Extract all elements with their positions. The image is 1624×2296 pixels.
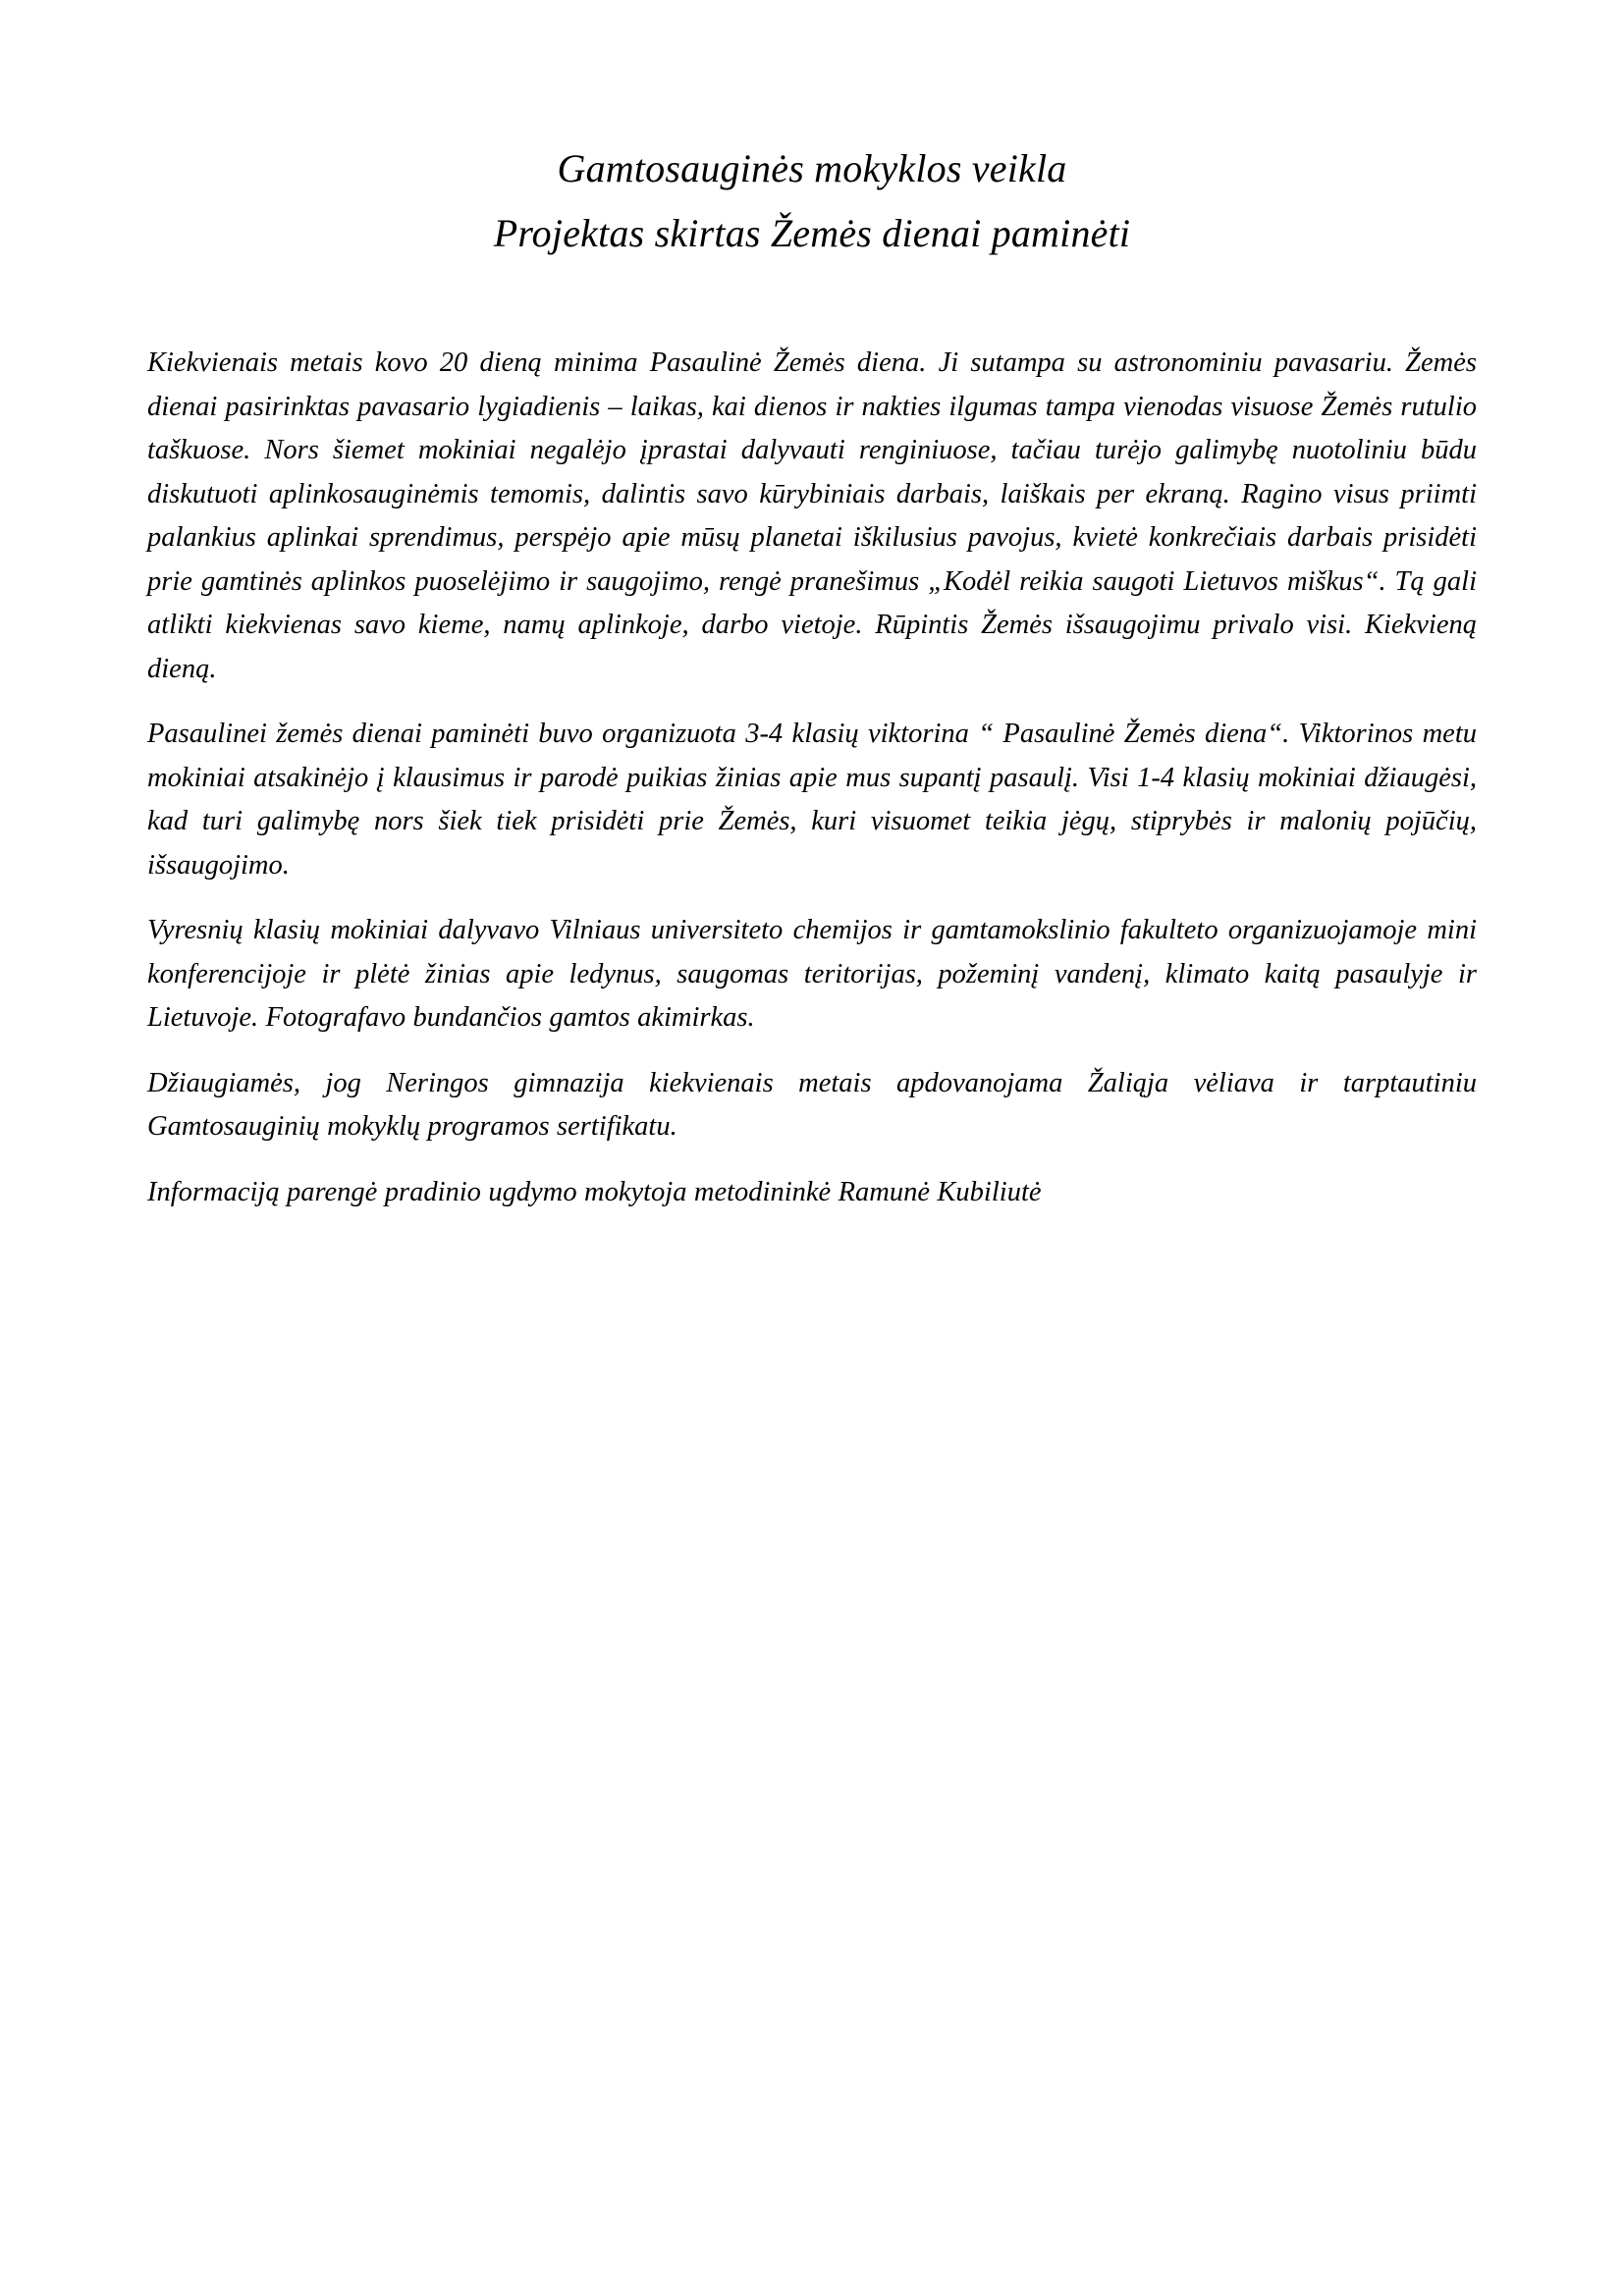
document-content [147, 0, 1477, 1214]
paragraph-author-credit: Informaciją parengė pradinio ugdymo mokytoja metodininkė Ramunė Kubiliutė [147, 1176, 1042, 1207]
document-title-block [147, 0, 1477, 253]
paragraph-intro: Kiekvienais metais kovo 20 dieną minima Pasaulinė Žemės diena. Ji sutampa su astronominiu pavasariu. Žemės dienai pasirinktas pavasario lygiadienis – laikas, kai dienos ir nakties ilgumas tampa vienodas visuose Žemės rutulio taškuose. Nors šiemet mokiniai negalėjo įprastai dalyvauti renginiuose, tačiau turėjo galimybę nuotoliniu būdu diskutuoti aplinkosauginėmis temomis, dalintis savo kūrybiniais darbais, laiškais per ekraną. Ragino visus priimti palankius aplinkai sprendimus, perspėjo apie mūsų planetai iškilusius pavojus, kvietė konkrečiais darbais prisidėti prie gamtinės aplinkos puoselėjimo ir saugojimo, rengė pranešimus „Kodėl reikia saugoti Lietuvos miškus“. Tą gali atlikti kiekvienas savo kieme, namų aplinkoje, darbo vietoje. Rūpintis Žemės išsaugojimu privalo visi. Kiekvieną dieną. [147, 347, 1477, 684]
paragraph-apdovanojimas: Džiaugiamės, jog Neringos gimnazija kiekvienais metais apdovanojama Žaliąja vėliava ir tarptautiniu Gamtosauginių mokyklų programos sertifikatu. [147, 1067, 1477, 1142]
paragraph-konferencija: Vyresnių klasių mokiniai dalyvavo Vilniaus universiteto chemijos ir gamtamokslinio fakulteto organizuojamoje mini konferencijoje ir plėtė žinias apie ledynus, saugomas teritorijas, požeminį vandenį, klimato kaitą pasaulyje ir Lietuvoje. Fotografavo bundančios gamtos akimirkas. [147, 915, 1477, 1033]
document-body [147, 342, 1477, 1214]
paragraph-viktorina: Pasaulinei žemės dienai paminėti buvo organizuota 3-4 klasių viktorina “ Pasaulinė Žemės diena“. Viktorinos metu mokiniai atsakinėjo į klausimus ir parodė puikias žinias apie mus supantį pasaulį. Visi 1-4 klasių mokiniai džiaugėsi, kad turi galimybę nors šiek tiek prisidėti prie Žemės, kuri visuomet teikia jėgų, stiprybės ir malonių pojūčių, išsaugojimo. [147, 719, 1477, 881]
page-title-line-2: Projektas skirtas Žemės dienai paminėti [493, 211, 1131, 255]
page-title-line-1: Gamtosauginės mokyklos veikla [557, 146, 1067, 190]
